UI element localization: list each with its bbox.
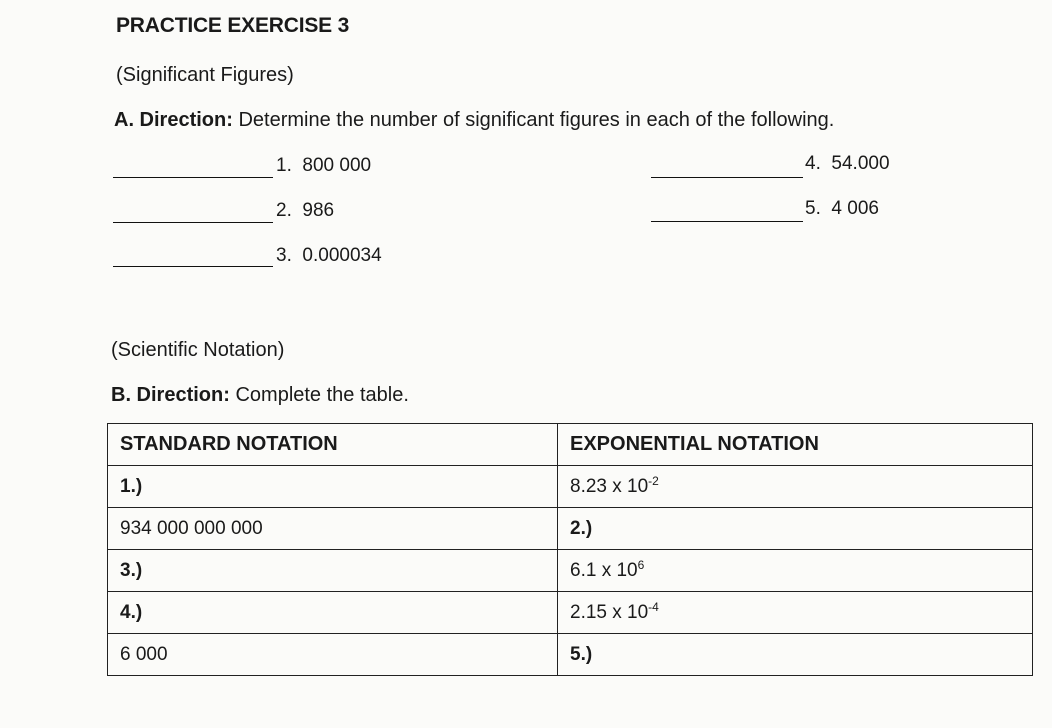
sig-fig-item-4 — [805, 153, 890, 175]
standard-cell[interactable]: 934 000 000 000 — [108, 508, 558, 550]
table-header-row — [108, 424, 1033, 466]
sci-notation-direction — [111, 384, 409, 407]
direction-text: Complete the table. — [229, 384, 409, 406]
exp-base: 2.) — [570, 517, 593, 539]
table-row — [108, 592, 1033, 634]
item-number: 3. — [276, 245, 292, 266]
item-value: 986 — [302, 200, 335, 221]
sig-figs-heading: (Significant Figures) — [116, 64, 294, 86]
worksheet-title: PRACTICE EXERCISE 3 — [116, 14, 350, 37]
answer-blank-3[interactable] — [113, 266, 273, 267]
exponential-cell[interactable] — [558, 634, 1033, 676]
sig-fig-item-5 — [805, 198, 879, 220]
exponential-cell[interactable] — [558, 466, 1033, 508]
exp-power: -2 — [648, 473, 659, 488]
item-number: 5. — [805, 198, 821, 219]
table-row — [108, 466, 1033, 508]
sig-figs-direction — [114, 109, 834, 132]
exp-power: 6 — [637, 557, 645, 572]
item-value: 54.000 — [831, 153, 890, 174]
item-value: 800 000 — [302, 155, 372, 176]
item-value: 4 006 — [831, 198, 879, 219]
exponential-cell[interactable] — [558, 592, 1033, 634]
standard-cell[interactable]: 4.) — [108, 592, 558, 634]
exp-power: -4 — [648, 599, 659, 614]
exponential-cell[interactable] — [558, 550, 1033, 592]
table-row — [108, 508, 1033, 550]
table-row — [108, 634, 1033, 676]
item-number: 4. — [805, 153, 821, 174]
table-row — [108, 550, 1033, 592]
direction-label: B. Direction: — [111, 384, 230, 406]
standard-cell[interactable]: 3.) — [108, 550, 558, 592]
exp-base: 5.) — [570, 643, 593, 665]
standard-cell[interactable]: 1.) — [108, 466, 558, 508]
exp-base: 6.1 x 10 — [570, 559, 638, 581]
standard-cell[interactable]: 6 000 — [108, 634, 558, 676]
direction-text: Determine the number of significant figures in each of the following. — [232, 109, 835, 131]
header-standard-notation: STANDARD NOTATION — [108, 424, 558, 466]
sig-fig-item-2 — [276, 200, 334, 222]
exp-base: 2.15 x 10 — [570, 601, 649, 623]
exponential-cell[interactable] — [558, 508, 1033, 550]
notation-table — [107, 423, 1033, 676]
answer-blank-5[interactable] — [651, 221, 803, 222]
answer-blank-2[interactable] — [113, 222, 273, 223]
item-number: 2. — [276, 200, 292, 221]
direction-label: A. Direction: — [114, 109, 233, 131]
exp-base: 8.23 x 10 — [570, 475, 649, 497]
sci-notation-heading: (Scientific Notation) — [111, 339, 285, 361]
item-number: 1. — [276, 155, 292, 176]
sig-fig-item-3 — [276, 245, 382, 267]
answer-blank-4[interactable] — [651, 177, 803, 178]
sig-fig-item-1 — [276, 155, 371, 177]
item-value: 0.000034 — [302, 245, 382, 266]
header-exponential-notation: EXPONENTIAL NOTATION — [558, 424, 1033, 466]
answer-blank-1[interactable] — [113, 177, 273, 178]
